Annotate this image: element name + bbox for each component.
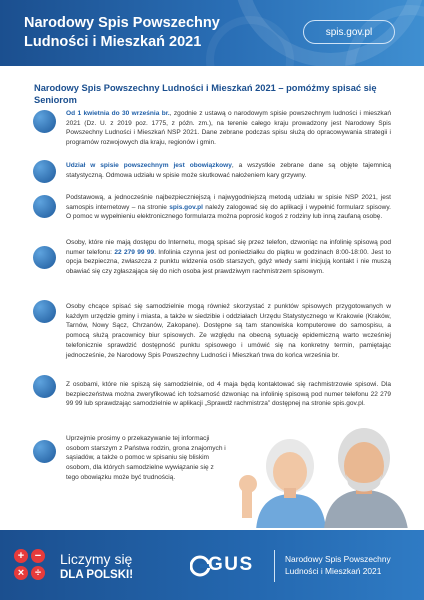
website-link[interactable]: spis.gov.pl <box>303 20 395 44</box>
census-dates-text: , zgodnie z ustawą o narodowym spisie powszechnym ludności i mieszkań 2021 (Dz. U. z 2019 poz. 1775, z późn. zm.), na terenie całego kraju prowadzony jest Narodowy Spis Powszechny Ludności i Mieszkań NSP 2021. Dane zebrane podczas spisu służą do opracowywania strategii i programów rozwojowych dla kraju, regionów i gmin. <box>66 110 391 147</box>
footer-name-line-2: Ludności i Mieszkań 2021 <box>285 566 382 576</box>
paragraph-online-selfcensus <box>66 193 391 222</box>
title-line-1: Narodowy Spis Powszechny <box>24 15 220 31</box>
gus-label: GUS <box>208 554 254 575</box>
enumerators-text: Z osobami, które nie spiszą się samodzielnie, od 4 maja będą kontaktować się rachmistrzowie spisowi. Dla bezpieczeństwa można zweryfikować ich tożsamość dzwoniąc na infolinię spisową pod numer telefonu 22 279 99 99 lub sprawdzając samodzielnie w aplikacji „Sprawdź rachmistrza” dostępnej na stronie spis.gov.pl. <box>66 381 391 408</box>
mandatory-highlight: Udział w spisie powszechnym jest obowiązkowy <box>66 162 232 169</box>
bullet-circle-icon <box>33 246 56 269</box>
footer-name-line-1: Narodowy Spis Powszechny <box>285 554 391 564</box>
hotline-number[interactable]: 22 279 99 99 <box>114 248 155 256</box>
online-text-before: Podstawową, a jednocześnie najbezpieczniejszą i najwygodniejszą metodą udziału w spisie NSP 2021, jest samospis internetowy – na stronie <box>66 194 391 211</box>
census-dates-highlight: Od 1 kwietnia do 30 września br. <box>66 110 170 117</box>
phone-text-before: Osoby, które nie mają dostępu do Internetu, mogą spisać się przez telefon, dzwoniąc na infolinię spisową pod numer telefonu: <box>66 239 391 256</box>
seniors-photo <box>228 418 424 530</box>
phone-text-after: . Infolinia czynna jest od poniedziałku do piątku w godzinach 8:00-18:00. Jest to opcja bezpieczna, zwłaszcza z punktu widzenia osób starszych, gdyż wtedy sami inicjują kontakt i nie muszą obawiać się czy zgłaszająca się do nich osoba jest prawdziwym rachmistrzem spisowym. <box>66 248 391 276</box>
header-banner <box>0 0 424 66</box>
paragraph-mandatory <box>66 161 391 180</box>
paragraph-census-points <box>66 302 391 360</box>
title-line-2: Ludności i Mieszkań 2021 <box>24 34 202 50</box>
bullet-circle-icon <box>33 110 56 133</box>
page-title <box>24 14 284 52</box>
paragraph-census-dates <box>66 109 391 148</box>
footer-census-name <box>285 553 420 577</box>
bullet-circle-icon <box>33 160 56 183</box>
spis-gov-link[interactable]: spis.gov.pl <box>169 203 203 211</box>
footer-divider <box>274 550 275 582</box>
slogan-line-2: DLA POLSKI! <box>60 569 134 581</box>
bullet-circle-icon <box>33 195 56 218</box>
paragraph-phone-census <box>66 238 391 277</box>
bullet-circle-icon <box>33 300 56 323</box>
paragraph-appeal <box>66 434 226 483</box>
paragraph-enumerators <box>66 380 391 409</box>
bullet-circle-icon <box>33 375 56 398</box>
census-points-text: Osoby chcące spisać się samodzielnie mogą również skorzystać z punktów spisowych przygotowanych w każdym urzędzie gminy i miasta, a także w siedzibie i oddziałach Urzędu Statystycznego w Krakowie (Kraków, Tarnów, Nowy Sącz, Chrzanów, Zakopane). Dostępne są tam stanowiska komputerowe do samospisu, a pomocą służą pracownicy biur spisowych. Ze względu na obecną sytuację epidemiczną warto wcześniej telefonicznie sprawdzić dostępność punktu spisowego i umówić się na konkretny termin, pamiętając jednocześnie, że Narodowy Spis Powszechny Ludności i Mieszkań trwa do końca września br. <box>66 303 391 359</box>
plus-minus-times-divide-icon: + − × ÷ <box>14 549 46 581</box>
bullet-circle-icon <box>33 440 56 463</box>
slogan-line-1: Liczymy się <box>60 551 133 567</box>
appeal-text: Uprzejmie prosimy o przekazywanie tej informacji osobom starszym z Państwa rodzin, grona znajomych i sąsiadów, a także o pomoc w spisaniu się bliskim osobom, dla których samodzielne wywiązanie się z tego obowiązku może być trudnością. <box>66 435 226 481</box>
mandatory-text: , a wszystkie zebrane dane są objęte tajemnicą statystyczną. Odmowa udziału w spisie może skutkować nałożeniem kary grzywny. <box>66 162 391 179</box>
main-heading: Narodowy Spis Powszechny Ludności i Mieszkań 2021 – pomóżmy spisać się Seniorom <box>34 83 377 105</box>
online-text-after: należy zalogować się do aplikacji i wypełnić formularz spisowy. O pomoc w wypełnieniu elektronicznego formularza można poprosić kogoś z rodziny lub inną zaufaną osobę. <box>66 203 391 221</box>
